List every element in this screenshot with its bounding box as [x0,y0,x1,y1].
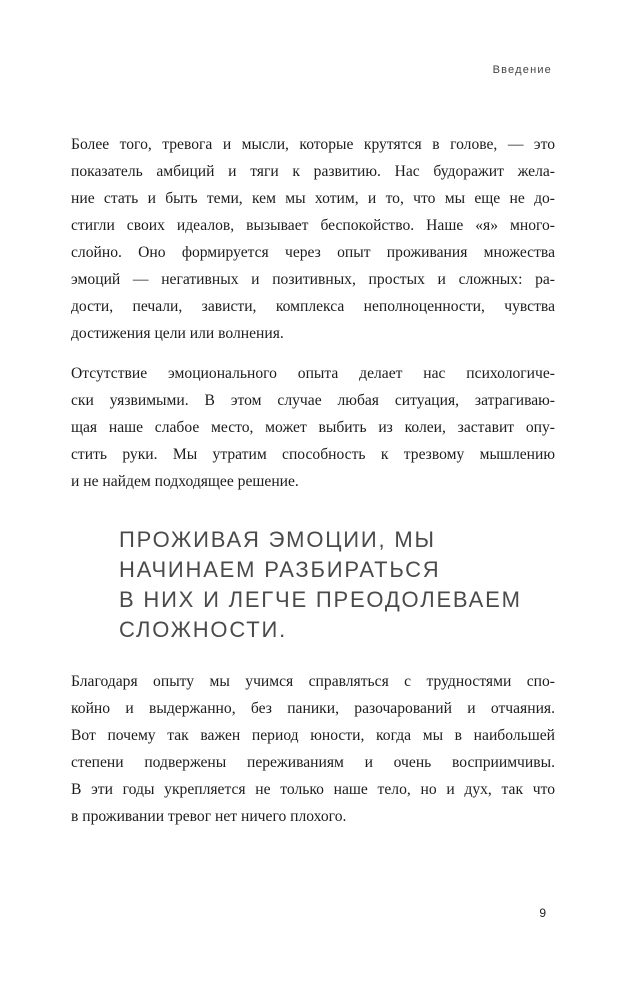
text-line: Отсутствие эмоционального опыта делает нас психологиче- [71,365,555,382]
paragraph-1 [71,131,555,347]
quote-line: ПРОЖИВАЯ ЭМОЦИИ, МЫ [119,527,436,552]
text-line: достижения цели или волнения. [71,325,284,342]
text-line: щая наше слабое место, может выбить из колеи, заставит опу- [71,419,555,436]
text-line: Вот почему так важен период юности, когда мы в наибольшей [71,727,555,744]
text-line: показатель амбиций и тяги к развитию. Нас будоражит жела- [71,163,555,180]
text-line: дости, печали, зависти, комплекса неполноценности, чувства [71,298,555,315]
text-line: и не найдем подходящее решение. [71,473,299,490]
paragraph-3 [71,668,555,830]
text-line: ние стать и быть теми, кем мы хотим, и то, что мы еще не до- [71,190,555,207]
text-line: В эти годы укрепляется не только наше тело, но и дух, так что [71,781,555,798]
quote-line: НАЧИНАЕМ РАЗБИРАТЬСЯ [119,557,441,582]
text-line: эмоций — негативных и позитивных, простых и сложных: ра- [71,271,555,288]
pull-quote [119,525,549,645]
text-line: Более того, тревога и мысли, которые крутятся в голове, — это [71,136,555,153]
text-line: койно и выдержанно, без паники, разочарований и отчаяния. [71,700,555,717]
text-line: Благодаря опыту мы учимся справляться с трудностями спо- [71,673,555,690]
text-line: степени подвержены переживаниям и очень восприимчивы. [71,754,555,771]
text-line: ски уязвимыми. В этом случае любая ситуация, затрагиваю- [71,392,555,409]
paragraph-2 [71,360,555,495]
quote-line: В НИХ И ЛЕГЧЕ ПРЕОДОЛЕВАЕМ [119,587,522,612]
running-head: Введение [492,64,552,76]
quote-line: СЛОЖНОСТИ. [119,617,288,642]
text-line: стигли своих идеалов, вызывает беспокойство. Наше «я» много- [71,217,555,234]
text-line: в проживании тревог нет ничего плохого. [71,808,347,825]
page-number: 9 [539,906,546,920]
text-line: стить руки. Мы утратим способность к трезвому мышлению [71,446,555,463]
text-line: слойно. Оно формируется через опыт проживания множества [71,244,555,261]
